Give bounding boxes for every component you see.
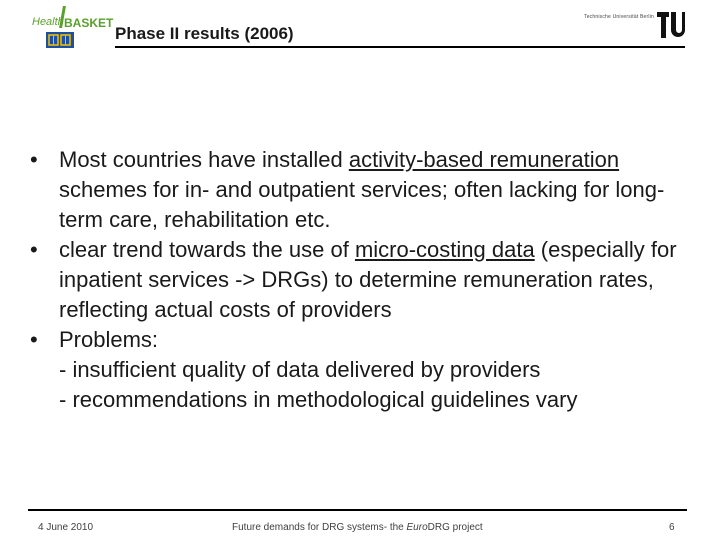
- bullet-text: schemes for in- and outpatient services; often lacking for long-term care, rehabilitation etc.: [59, 177, 665, 232]
- logo-basket-text: BASKET: [64, 16, 114, 30]
- bullet-item-3: [30, 325, 700, 415]
- footer-project-suffix: DRG project: [427, 522, 483, 533]
- footer-divider: [28, 509, 687, 511]
- bullet-text: (especially for inpatient services -> DRGs) to determine remuneration rates, reflecting actual costs of providers: [59, 237, 677, 322]
- logo-health-text: Health: [32, 16, 64, 28]
- slide-header: [0, 0, 720, 60]
- tu-berlin-logo-icon: [656, 10, 686, 40]
- bullet-heading: Problems:: [59, 327, 159, 352]
- eu-flag-icon: [46, 32, 74, 48]
- footer-project-prefix: Future demands for DRG systems- the: [232, 522, 407, 533]
- page-number: 6: [669, 522, 675, 533]
- bullet-item-1: [30, 145, 700, 235]
- university-name: Technische Universität Berlin: [584, 14, 654, 20]
- bullet-text: clear trend towards the use of: [59, 237, 355, 262]
- underlined-term: micro-costing data: [354, 237, 535, 262]
- slide-title: Phase II results (2006): [115, 24, 294, 43]
- sub-bullet-text: - recommendations in methodological guidelines vary: [59, 387, 578, 412]
- bullet-list: [30, 145, 700, 415]
- bullet-dot: •: [30, 327, 38, 352]
- footer-project: [232, 522, 483, 533]
- footer-project-italic: Euro: [406, 522, 428, 533]
- bullet-item-2: [30, 235, 700, 325]
- bullet-dot: •: [30, 147, 38, 172]
- underlined-term: activity-based remuneration: [348, 147, 620, 172]
- title-divider: [115, 46, 685, 48]
- bullet-dot: •: [30, 237, 38, 262]
- sub-bullet-text: - insufficient quality of data delivered by providers: [59, 357, 541, 382]
- bullet-text: Most countries have installed: [59, 147, 349, 172]
- footer-date: 4 June 2010: [38, 522, 94, 533]
- healthbasket-logo: [28, 6, 112, 46]
